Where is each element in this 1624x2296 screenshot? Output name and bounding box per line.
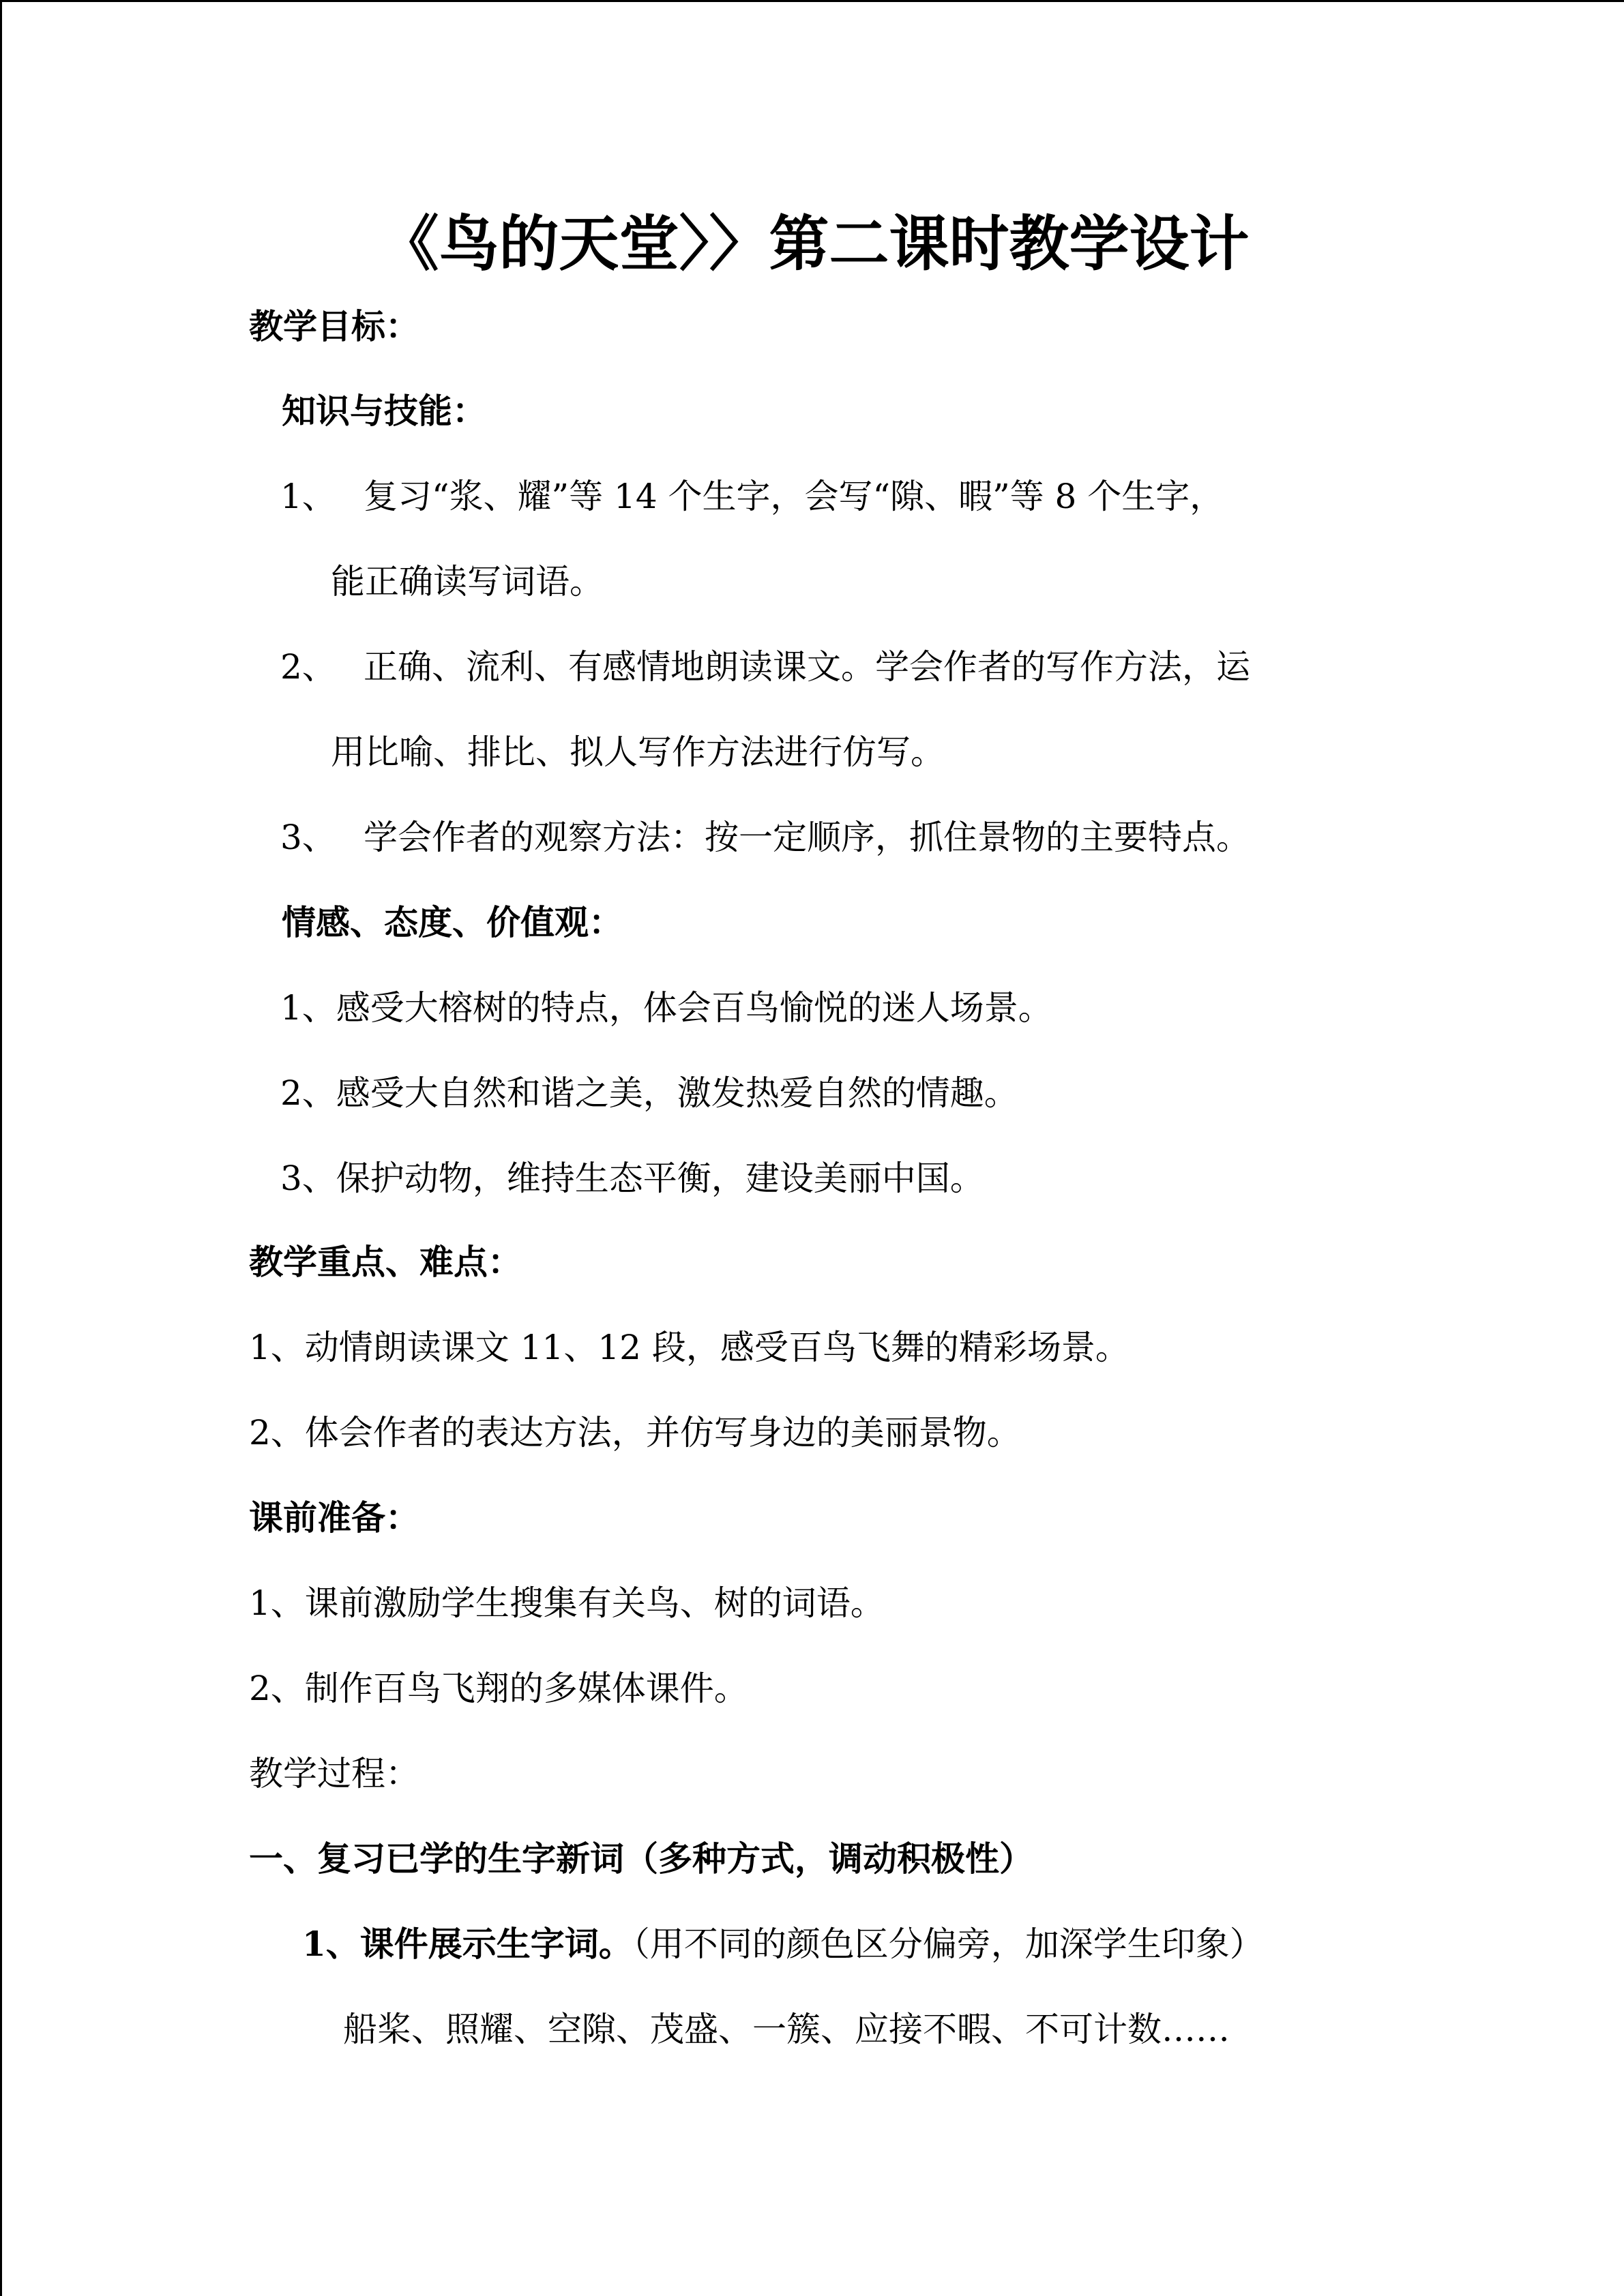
emotion-item-2: 2、感受大自然和谐之美，激发热爱自然的情趣。 bbox=[280, 1073, 1018, 1113]
process-section-1: 一、复习已学的生字新词（多种方式，调动积极性） bbox=[249, 1838, 1033, 1879]
preparation-heading: 课前准备： bbox=[249, 1497, 419, 1538]
emotion-heading: 情感、态度、价值观： bbox=[282, 902, 623, 942]
key-point-2: 2、体会作者的表达方法，并仿写身边的美丽景物。 bbox=[249, 1413, 1021, 1452]
emotion-item-3: 3、保护动物，维持生态平衡，建设美丽中国。 bbox=[280, 1159, 984, 1198]
vocabulary-words: 船桨、照耀、空隙、茂盛、一簇、应接不暇、不可计数…… bbox=[343, 2010, 1230, 2049]
k1-line1: 复习“浆、耀”等 14 个生字，会写“隙、暇”等 8 个生字， bbox=[364, 477, 1224, 516]
k1-line2: 能正确读写词语。 bbox=[331, 562, 604, 601]
step-1-note: （用不同的颜色区分偏旁，加深学生印象） bbox=[632, 1924, 1264, 1964]
objectives-heading: 教学目标： bbox=[249, 306, 419, 346]
k1-number: 1、 bbox=[280, 477, 336, 516]
step-1-label: 1、课件展示生字词。 bbox=[302, 1924, 633, 1964]
preparation-item-2: 2、制作百鸟飞翔的多媒体课件。 bbox=[249, 1669, 748, 1708]
emotion-item-1: 1、感受大榕树的特点，体会百鸟愉悦的迷人场景。 bbox=[280, 988, 1052, 1028]
page-title: 《鸟的天堂〉〉第二课时教学设计 bbox=[379, 209, 1250, 279]
k2-number: 2、 bbox=[280, 647, 336, 687]
knowledge-heading: 知识与技能： bbox=[282, 391, 486, 431]
k3-number: 3、 bbox=[280, 818, 336, 857]
k3-line1: 学会作者的观察方法：按一定顺序，抓住景物的主要特点。 bbox=[364, 818, 1250, 857]
process-heading: 教学过程： bbox=[249, 1754, 419, 1793]
k2-line2: 用比喻、排比、拟人写作方法进行仿写。 bbox=[331, 732, 945, 772]
key-points-heading: 教学重点、难点： bbox=[249, 1242, 522, 1282]
process-step-1 bbox=[302, 1924, 1264, 1965]
preparation-item-1: 1、课前激励学生搜集有关鸟、树的词语。 bbox=[249, 1583, 885, 1623]
k2-line1: 正确、流利、有感情地朗读课文。学会作者的写作方法，运 bbox=[364, 647, 1250, 687]
key-point-1: 1、动情朗读课文 11、12 段，感受百鸟飞舞的精彩场景。 bbox=[249, 1328, 1130, 1367]
